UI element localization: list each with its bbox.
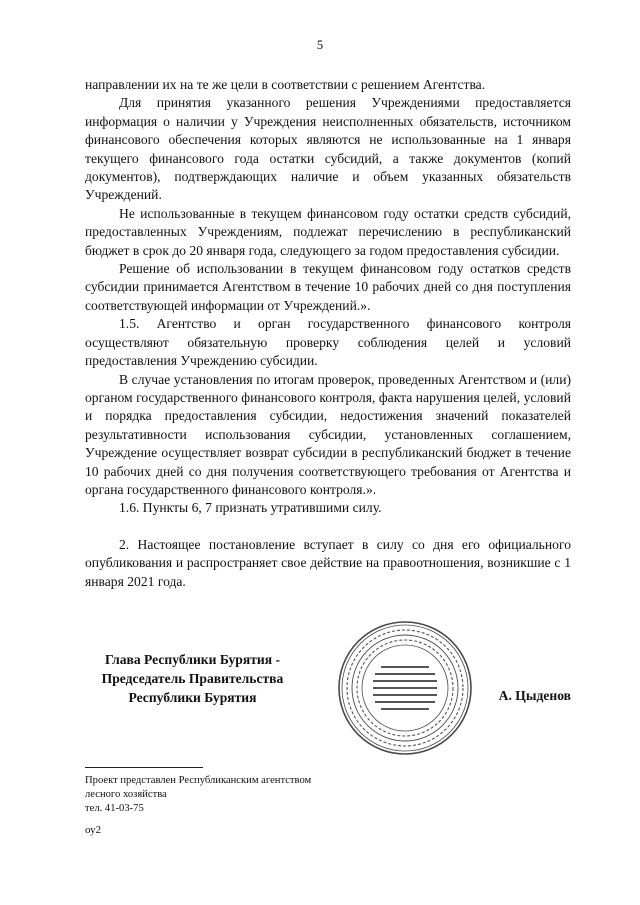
footer-phone: тел. 41-03-75 bbox=[85, 803, 144, 814]
document-body bbox=[85, 76, 571, 591]
signatory-name: А. Цыденов bbox=[498, 688, 571, 703]
paragraph-continuation: направлении их на те же цели в соответствии с решением Агентства. bbox=[85, 77, 486, 92]
footer-line: Проект представлен Республиканским агентством bbox=[85, 775, 312, 786]
paragraph-violation-return: В случае установления по итогам проверок, проведенных Агентством и (или) органом государственного финансового контроля, факта нарушения целей, условий и порядка предоставления субсидии, недостижения значений показателей результативности использования субсидии, установленных соглашением, Учреждение осуществляет возврат субсидии в республиканский бюджет в течение 10 рабочих дней со дня получения соответствующего требования от Агентства и органа государственного финансового контроля.». bbox=[85, 371, 571, 497]
paragraph-effective-date: 2. Настоящее постановление вступает в силу со дня его официального опубликования и распространяет свое действие на правоотношения, возникшие с 1 января 2021 года. bbox=[85, 536, 571, 589]
document-code: оу2 bbox=[85, 824, 102, 836]
signatory-title-line: Республики Бурятия bbox=[128, 690, 257, 705]
signatory-title bbox=[85, 650, 300, 707]
official-seal-stamp bbox=[335, 618, 475, 758]
signatory-title-line: Глава Республики Бурятия - bbox=[104, 652, 280, 667]
footer-line: лесного хозяйства bbox=[85, 789, 167, 800]
footer-divider bbox=[85, 767, 203, 768]
page-number: 5 bbox=[316, 38, 324, 52]
signatory-title-line: Председатель Правительства bbox=[101, 671, 284, 686]
footer-note bbox=[85, 774, 405, 816]
paragraph-decision-term: Решение об использовании в текущем финансовом году остатков средств субсидии принимается Агентством в течение 10 рабочих дней со дня поступления соответствующей информации от Учреждений.». bbox=[85, 261, 571, 313]
signature-block bbox=[85, 650, 571, 740]
paragraph-unused-balances: Не использованные в текущем финансовом году остатки средств субсидий, предоставленных Учреждениям, подлежат перечислению в республиканский бюджет в срок до 20 января года, следующего за годом предоставления субсидии. bbox=[85, 205, 571, 258]
paragraph-item-1-5: 1.5. Агентство и орган государственного финансового контроля осуществляют обязательную проверку соблюдения целей и условий предоставления Учреждению субсидии. bbox=[85, 316, 571, 369]
paragraph-decision-info: Для принятия указанного решения Учреждениями предоставляется информация о наличии у Учреждения неисполненных обязательств, источником финансового обеспечения которых являются не использованные на 1 января текущего финансового года остатки субсидий, а также документов (копий документов), подтверждающих наличие и объем указанных обязательств Учреждений. bbox=[85, 95, 571, 203]
paragraph-item-1-6: 1.6. Пункты 6, 7 признать утратившими силу. bbox=[119, 500, 382, 516]
